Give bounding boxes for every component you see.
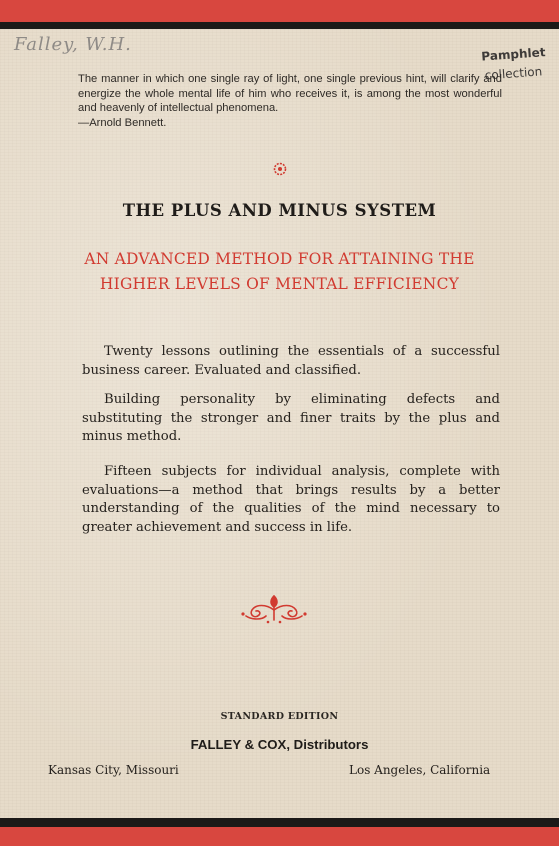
- stamp-line-1: Pamphlet: [480, 45, 546, 64]
- stamp-line-2: collection: [484, 64, 543, 83]
- top-red-band: [0, 0, 559, 22]
- page-title: THE PLUS AND MINUS SYSTEM: [122, 201, 437, 220]
- top-black-band: [0, 22, 559, 29]
- edition-label: STANDARD EDITION: [220, 711, 339, 722]
- location-left: Kansas City, Missouri: [48, 763, 179, 777]
- paragraph-1: Twenty lessons outlining the essentials of a successful business career. Evaluated and classified.: [82, 344, 500, 378]
- page-subtitle: [0, 247, 559, 297]
- scroll-ornament-icon: [240, 590, 308, 626]
- bottom-red-band: [0, 827, 559, 846]
- location-right: Los Angeles, California: [349, 763, 491, 777]
- quote-attribution: —Arnold Bennett.: [78, 116, 167, 129]
- subtitle-line-2: HIGHER LEVELS OF MENTAL EFFICIENCY: [99, 275, 460, 293]
- subtitle-line-1: AN ADVANCED METHOD FOR ATTAINING THE: [84, 250, 475, 268]
- paragraph-2: Building personality by eliminating defects and substituting the stronger and finer traits by the plus and minus method.: [82, 392, 500, 444]
- bottom-black-band: [0, 818, 559, 827]
- paragraph-3: Fifteen subjects for individual analysis, complete with evaluations—a method that brings results by a better understanding of the qualities of the mind necessary to greater achievement and success in life.: [82, 464, 500, 535]
- quote-text: The manner in which one single ray of light, one single previous hint, will clarify and energize the whole mental life of him who receives it, is among the most wonderful and heavenly of intellectual phenomena.: [78, 73, 502, 114]
- handwritten-signature: Falley, W.H.: [14, 34, 132, 55]
- distributor-line: FALLEY & COX, Distributors: [190, 737, 369, 752]
- flower-ornament-icon: [273, 162, 287, 176]
- epigraph-quote: [78, 72, 502, 130]
